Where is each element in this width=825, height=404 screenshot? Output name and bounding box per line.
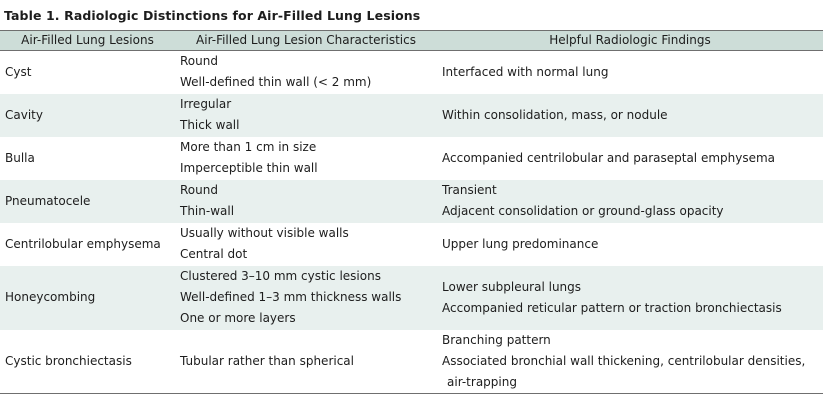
cell-characteristics [175, 330, 437, 394]
finding-line: Branching pattern [442, 332, 551, 347]
header-findings: Helpful Radiologic Findings [437, 31, 823, 51]
finding-line: Transient [442, 183, 497, 197]
characteristic-line: Thin-wall [180, 204, 235, 218]
characteristic-line: Usually without visible walls [180, 226, 349, 240]
header-row [0, 31, 823, 51]
cell-characteristics [175, 137, 437, 180]
table-row [0, 266, 823, 330]
header-characteristics: Air-Filled Lung Lesion Characteristics [175, 31, 437, 51]
radiologic-table [0, 30, 823, 394]
cell-lesion: Cyst [5, 64, 32, 79]
cell-lesion: Honeycombing [5, 290, 96, 304]
characteristic-line: Central dot [180, 247, 248, 261]
characteristic-line: Clustered 3–10 mm cystic lesions [180, 269, 381, 283]
finding-line: Accompanied reticular pattern or traction bronchiectasis [442, 300, 782, 315]
characteristic-line: Well-defined 1–3 mm thickness walls [180, 290, 402, 304]
cell-characteristics [175, 223, 437, 266]
table-row [0, 51, 823, 94]
cell-findings [437, 266, 823, 330]
characteristic-line: Round [180, 183, 218, 197]
table-row [0, 94, 823, 137]
characteristic-line: Well-defined thin wall (< 2 mm) [180, 75, 372, 90]
characteristic-line: Irregular [180, 97, 232, 111]
cell-lesion: Cavity [5, 107, 43, 122]
cell-findings [437, 180, 823, 223]
finding-line: air-trapping [447, 374, 517, 389]
cell-lesion: Bulla [5, 150, 35, 165]
cell-lesion: Pneumatocele [5, 193, 91, 208]
cell-characteristics [175, 51, 437, 94]
characteristic-line: One or more layers [180, 311, 296, 325]
characteristic-line: More than 1 cm in size [180, 140, 317, 154]
characteristic-line: Imperceptible thin wall [180, 161, 318, 175]
finding-line: Within consolidation, mass, or nodule [442, 107, 668, 122]
cell-characteristics [175, 94, 437, 137]
finding-line: Interfaced with normal lung [442, 64, 609, 79]
finding-line: Lower subpleural lungs [442, 279, 582, 294]
table-row [0, 223, 823, 266]
cell-characteristics [175, 266, 437, 330]
characteristic-line: Round [180, 54, 218, 69]
header-lesions: Air-Filled Lung Lesions [0, 31, 175, 51]
cell-lesion: Cystic bronchiectasis [0, 330, 175, 394]
characteristic-line: Tubular rather than spherical [180, 353, 354, 368]
cell-findings [437, 94, 823, 137]
finding-line: Adjacent consolidation or ground-glass opacity [442, 204, 724, 218]
table-title: Table 1. Radiologic Distinctions for Air-Filled Lung Lesions [4, 8, 421, 23]
cell-findings [437, 51, 823, 94]
cell-findings [437, 137, 823, 180]
cell-characteristics [175, 180, 437, 223]
cell-findings [437, 223, 823, 266]
table-row [0, 180, 823, 223]
finding-line: Accompanied centrilobular and paraseptal emphysema [442, 150, 776, 165]
characteristic-line: Thick wall [180, 118, 240, 132]
finding-line: Upper lung predominance [442, 236, 599, 251]
table-row [0, 137, 823, 180]
table-row [0, 330, 823, 394]
cell-lesion: Centrilobular emphysema [5, 236, 161, 251]
finding-line: Associated bronchial wall thickening, centrilobular densities, [442, 353, 806, 368]
cell-findings [437, 330, 823, 394]
